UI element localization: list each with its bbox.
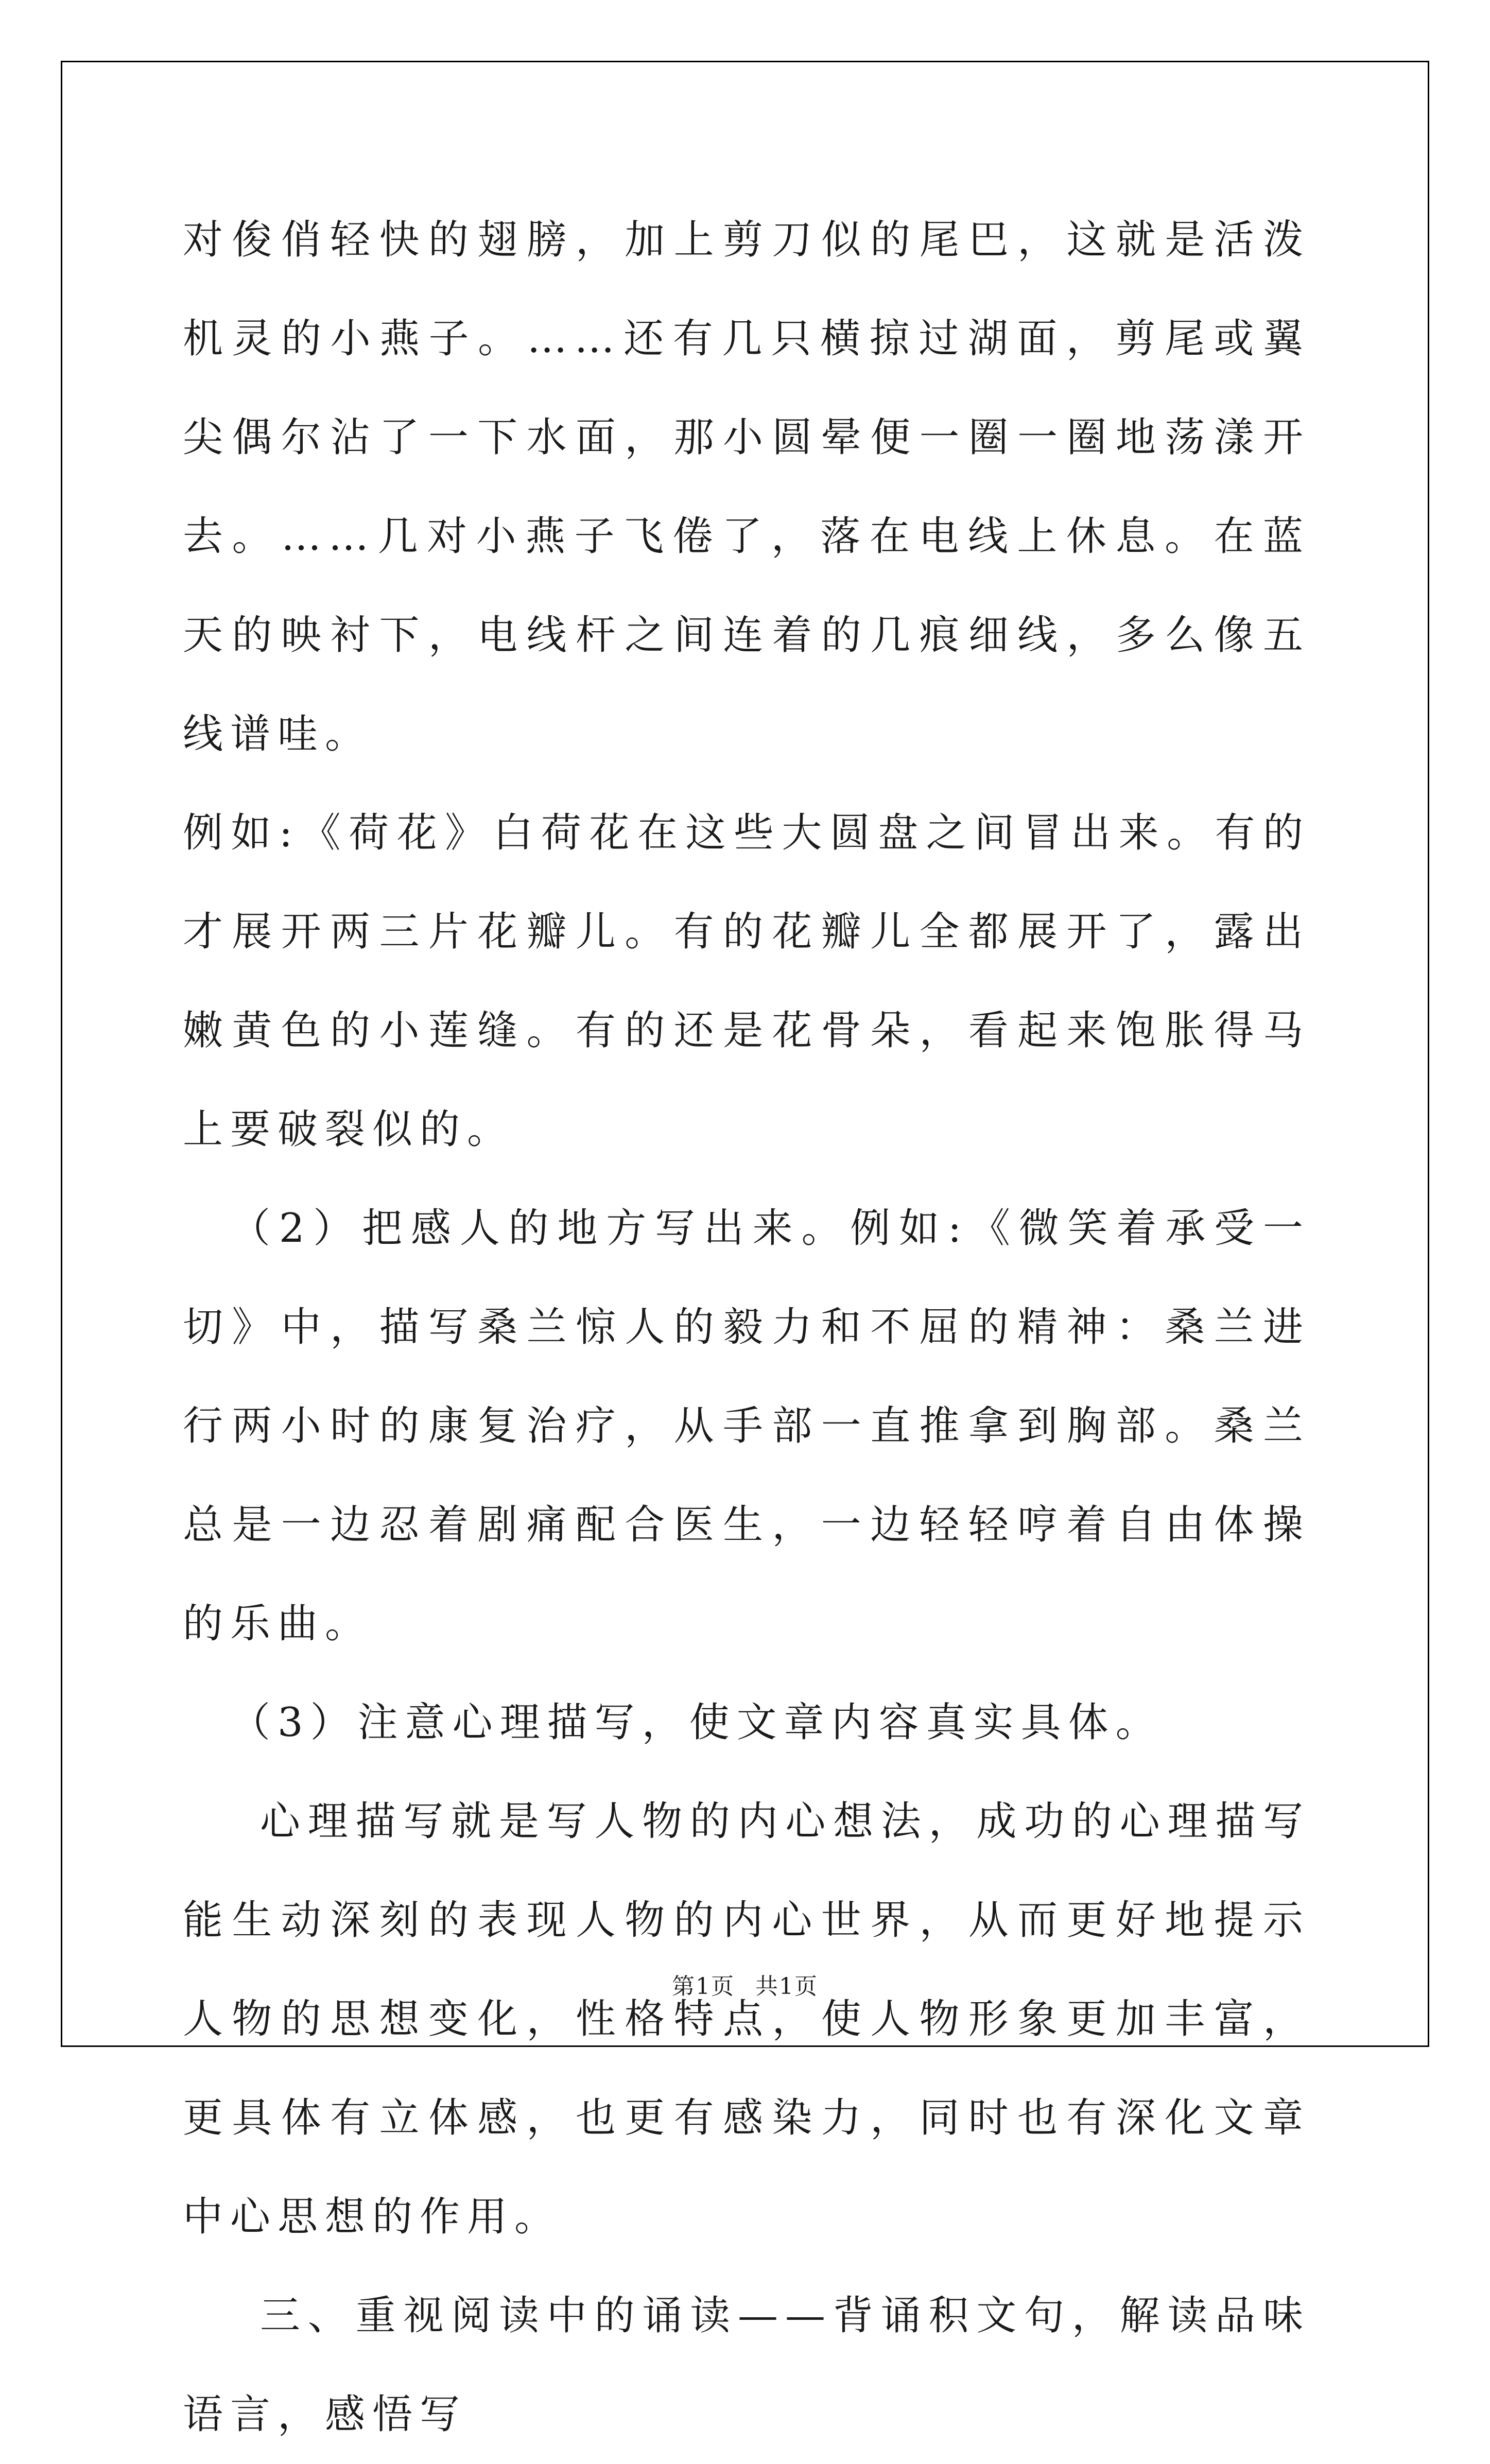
- paragraph-lotus: 例如:《荷花》白荷花在这些大圆盘之间冒出来。有的才展开两三片花瓣儿。有的花瓣儿全都展开了，露出嫩黄色的小莲缝。有的还是花骨朵，看起来饱胀得马上要破裂似的。: [183, 810, 1310, 1153]
- page-number: 第1页: [672, 1973, 735, 2000]
- page-total: 共1页: [755, 1973, 818, 2000]
- paragraph-psychology: 心理描写就是写人物的内心想法，成功的心理描写能生动深刻的表现人物的内心世界，从而更好地提示人物的思想变化，性格特点，使人物形象更加丰富，更具体有立体感，也更有感染力，同时也有深化文章中心思想的作用。: [183, 1798, 1310, 2240]
- page-footer: [0, 1968, 1490, 2001]
- document-body: [183, 190, 1310, 2464]
- paragraph-section-three: 三、重视阅读中的诵读——背诵积文句，解读品味语言，感悟写: [183, 2293, 1310, 2438]
- paragraph-swallow: 对俊俏轻快的翅膀，加上剪刀似的尾巴，这就是活泼机灵的小燕子。……还有几只横掠过湖面，剪尾或翼尖偶尔沾了一下水面，那小圆晕便一圈一圈地荡漾开去。……几对小燕子飞倦了，落在电线上休息。在蓝天的映衬下，电线杆之间连着的几痕细线，多么像五线谱哇。: [183, 217, 1310, 757]
- paragraph-touching: （2）把感人的地方写出来。例如:《微笑着承受一切》中，描写桑兰惊人的毅力和不屈的精神：桑兰进行两小时的康复治疗，从手部一直推拿到胸部。桑兰总是一边忍着剧痛配合医生，一边轻轻哼着自由体操的乐曲。: [183, 1205, 1310, 1647]
- paragraph-psychology-heading: （3）注意心理描写，使文章内容真实具体。: [230, 1699, 1163, 1746]
